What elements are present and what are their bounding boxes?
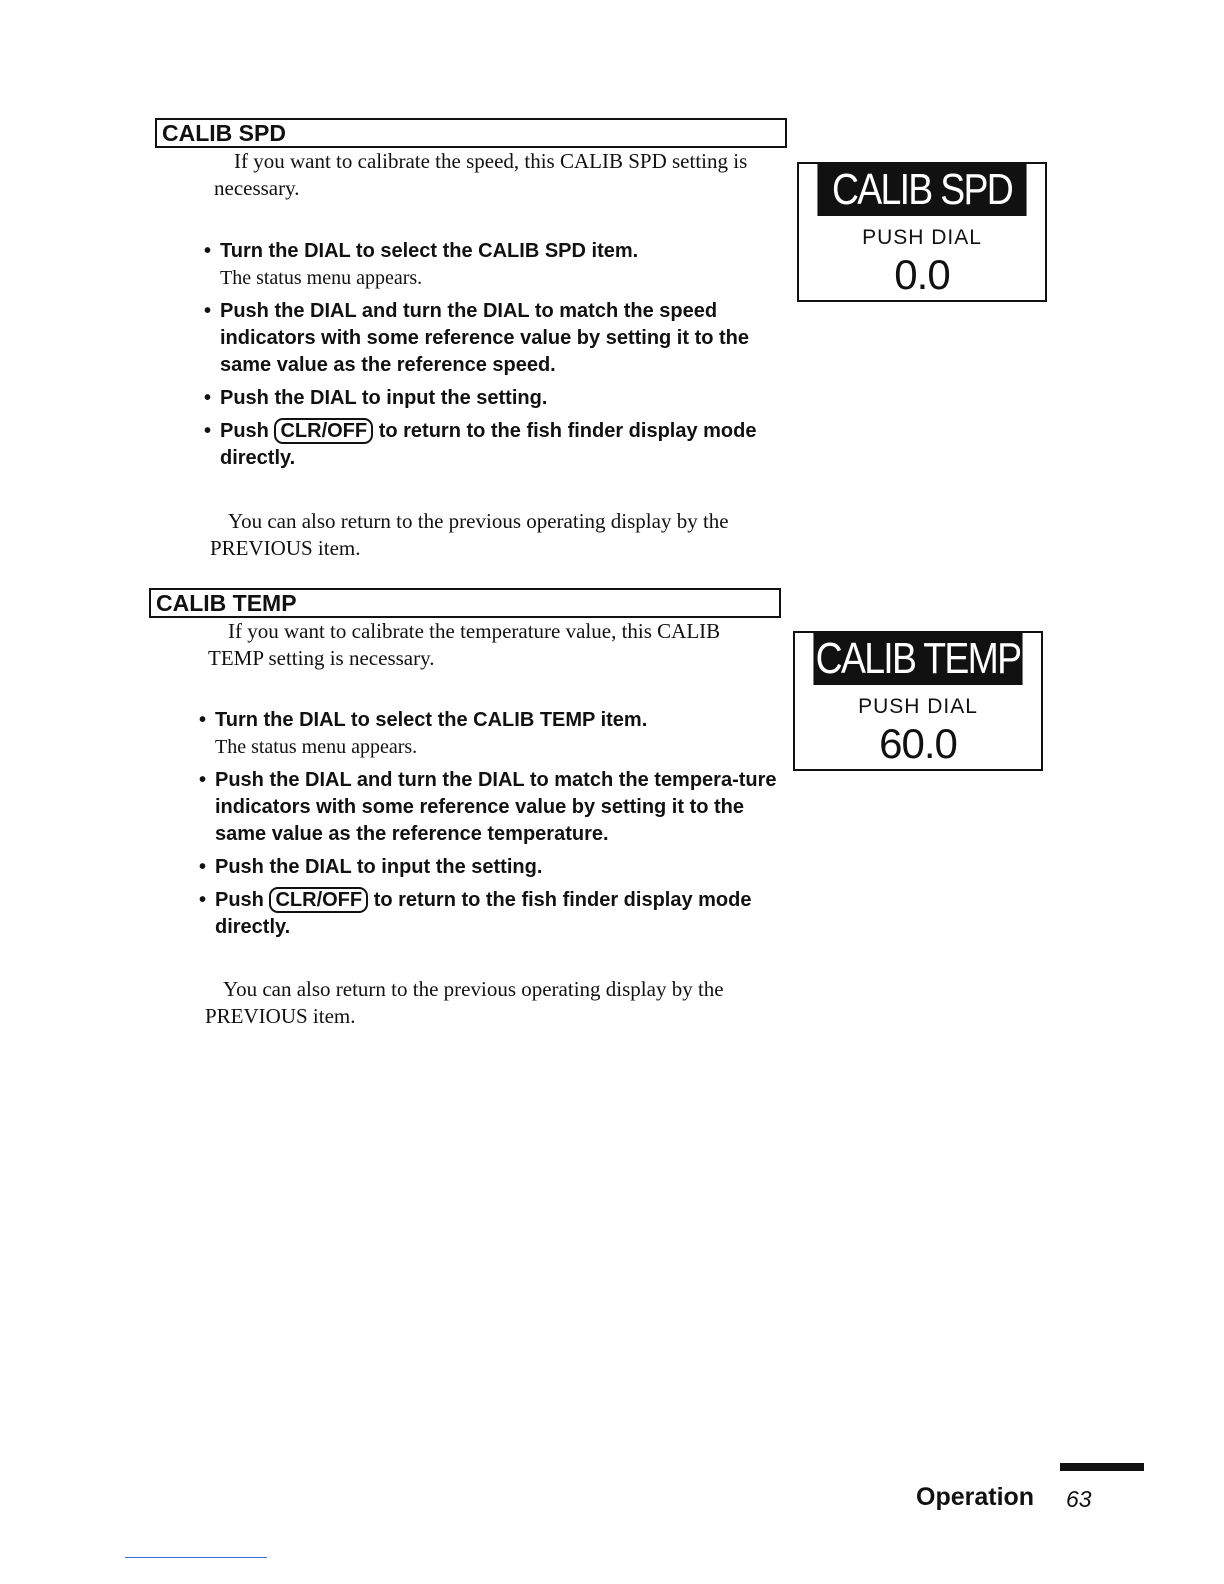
section-heading-label: CALIB SPD — [162, 120, 286, 146]
section-heading-label: CALIB TEMP — [156, 590, 297, 616]
step-note: The status menu appears. — [215, 736, 418, 758]
display-value: 0.0 — [894, 251, 950, 298]
step-text: Push the DIAL to input the setting. — [220, 387, 548, 409]
step-item — [206, 238, 786, 292]
section-intro: If you want to calibrate the speed, this CALIB SPD setting is necessary. — [214, 149, 748, 200]
step-item — [206, 385, 786, 412]
display-value: 60.0 — [879, 720, 957, 767]
display-screen-calib-spd — [797, 162, 1047, 302]
step-item — [201, 767, 786, 848]
step-suffix: to return to the fish finder display mode directly. — [220, 420, 757, 469]
clr-off-key: CLR/OFF — [274, 418, 373, 444]
display-label: PUSH DIAL — [858, 695, 978, 718]
step-item — [201, 854, 786, 881]
footer-section-name: Operation — [916, 1483, 1035, 1511]
clr-off-key: CLR/OFF — [269, 887, 368, 913]
display-screen-calib-temp — [793, 631, 1043, 771]
footer-rule — [1060, 1463, 1144, 1471]
step-item — [206, 418, 786, 472]
step-item — [201, 707, 786, 761]
step-note: The status menu appears. — [220, 267, 423, 289]
section-closing: You can also return to the previous operating display by the PREVIOUS item. — [205, 977, 724, 1028]
step-suffix: to return to the fish finder display mode directly. — [215, 889, 752, 938]
step-text: Push the DIAL to input the setting. — [215, 856, 543, 878]
page-number: 63 — [1066, 1486, 1092, 1512]
step-item — [206, 298, 786, 379]
section-heading-calib-spd — [155, 118, 787, 148]
section-intro: If you want to calibrate the temperature value, this CALIB TEMP setting is necessary. — [208, 619, 721, 670]
step-prefix: Push — [220, 420, 269, 442]
display-title: CALIB SPD — [817, 164, 1026, 216]
steps-list — [201, 707, 786, 947]
step-text: Push the DIAL and turn the DIAL to match the speed indicators with some reference value by setting it to the same value as the reference speed. — [220, 300, 750, 376]
steps-list — [206, 238, 786, 478]
step-prefix: Push — [215, 889, 264, 911]
step-text: Push the DIAL and turn the DIAL to match the tempera-ture indicators with some reference value by setting it to the same value as the reference temperature. — [215, 769, 777, 845]
display-label: PUSH DIAL — [862, 226, 982, 249]
scan-artifact-divider — [125, 1557, 267, 1558]
step-text: Turn the DIAL to select the CALIB TEMP item. — [215, 709, 648, 731]
step-text: Turn the DIAL to select the CALIB SPD item. — [220, 240, 639, 262]
section-closing: You can also return to the previous operating display by the PREVIOUS item. — [210, 509, 729, 560]
display-title: CALIB TEMP — [813, 633, 1022, 685]
section-heading-calib-temp — [149, 588, 781, 618]
step-item — [201, 887, 786, 941]
